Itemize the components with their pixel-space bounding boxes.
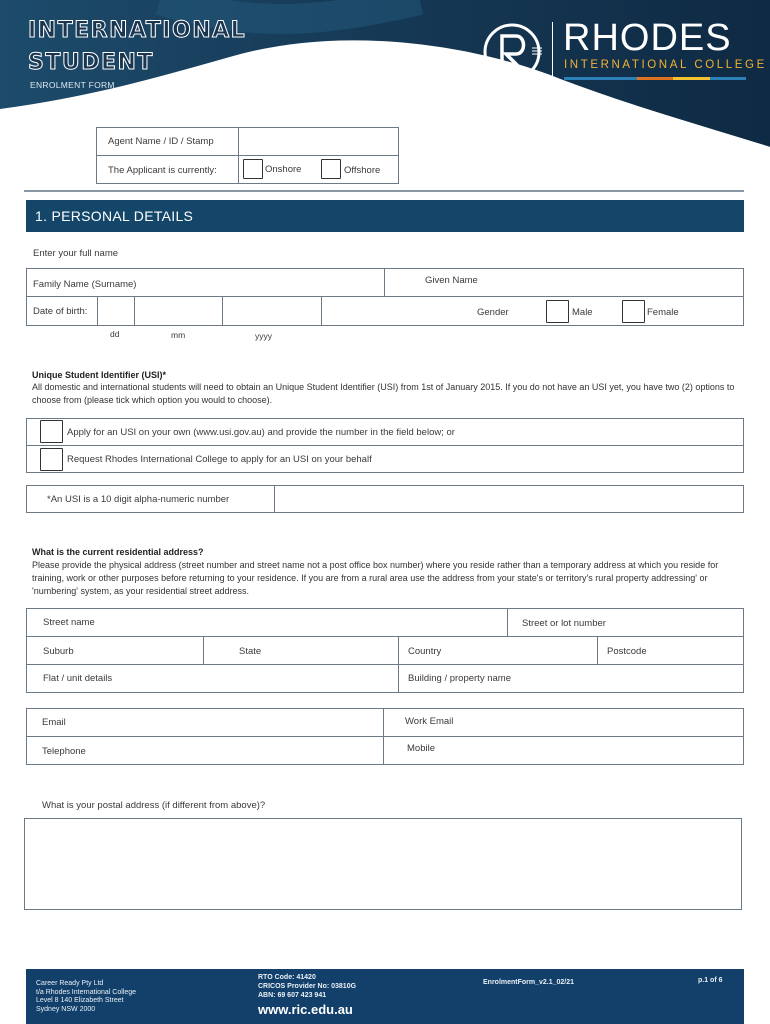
footer-abn: ABN: 69 607 423 941	[258, 992, 327, 999]
usi-number-field[interactable]	[274, 485, 744, 513]
enter-name-label: Enter your full name	[33, 248, 119, 259]
mobile-label: Mobile	[407, 743, 435, 754]
gender-cell	[321, 296, 744, 326]
usi-option2-label: Request Rhodes International College to apply for an USI on your behalf	[67, 454, 372, 465]
dob-day-field[interactable]	[97, 296, 135, 326]
dob-month-field[interactable]	[134, 296, 223, 326]
rhodes-logo-icon	[482, 20, 546, 84]
footer-company-line1: Career Ready Pty Ltd	[36, 980, 104, 987]
male-label: Male	[572, 307, 593, 318]
state-label: State	[239, 646, 262, 657]
female-checkbox[interactable]	[622, 300, 645, 323]
dob-mm-hint: mm	[171, 330, 186, 340]
section-heading: 1. PERSONAL DETAILS	[35, 208, 194, 224]
agent-name-field[interactable]	[238, 127, 399, 156]
onshore-checkbox[interactable]	[243, 159, 263, 179]
address-title: What is the current residential address?	[32, 547, 204, 557]
postal-address-field[interactable]	[24, 818, 742, 910]
usi-option1-label: Apply for an USI on your own (www.usi.gov.au) and provide the number in the field below; or	[67, 427, 455, 438]
street-name-label: Street name	[43, 617, 95, 628]
footer-company-line4: Sydney NSW 2000	[36, 1005, 96, 1013]
usi-option1-checkbox[interactable]	[40, 420, 63, 443]
street-name-field[interactable]	[26, 608, 508, 637]
form-subtitle: ENROLMENT FORM	[30, 80, 115, 90]
form-title-line2: STUDENT	[28, 50, 154, 75]
dob-dd-hint: dd	[110, 329, 120, 339]
brand-name: RHODES	[563, 17, 732, 59]
dob-yyyy-hint: yyyy	[255, 331, 272, 341]
telephone-label: Telephone	[42, 746, 86, 757]
email-label: Email	[42, 717, 66, 728]
gender-label: Gender	[477, 307, 509, 318]
mobile-field[interactable]	[383, 736, 744, 765]
brand-tagline: INTERNATIONAL COLLEGE	[564, 59, 767, 71]
address-description: Please provide the physical address (street number and street name not a post office box number) where you reside rather than a temporary address at which you reside for training, work or other purposes before returning to your residence. If you are from a rural area use the address from your state's or territory's rural property addressing' or 'numbering' system, as your residential street address.	[32, 560, 719, 596]
footer-rto: RTO Code: 41420	[258, 974, 316, 981]
footer-website-link[interactable]: www.ric.edu.au	[258, 1002, 353, 1017]
form-title-line1: INTERNATIONAL	[28, 18, 247, 43]
logo-divider	[552, 22, 553, 80]
dob-label: Date of birth:	[33, 306, 88, 317]
usi-option2-checkbox[interactable]	[40, 448, 63, 471]
given-name-label: Given Name	[425, 275, 478, 286]
usi-note: *An USI is a 10 digit alpha-numeric number	[47, 494, 230, 505]
usi-description: All domestic and international students will need to obtain an Unique Student Identifier (USI) from 1st of January 2015. If you do not have an USI yet, you have two (2) options to choose from (please tick which option you would to choose).	[32, 382, 735, 405]
dob-year-field[interactable]	[222, 296, 322, 326]
postcode-label: Postcode	[607, 646, 647, 657]
footer-document-id: EnrolmentForm_v2.1_02/21	[483, 979, 575, 986]
brand-color-bar	[564, 77, 746, 80]
male-checkbox[interactable]	[546, 300, 569, 323]
suburb-label: Suburb	[43, 646, 74, 657]
footer-page-number: p.1 of 6	[698, 977, 723, 984]
female-label: Female	[647, 307, 679, 318]
flat-unit-label: Flat / unit details	[43, 673, 113, 684]
offshore-label: Offshore	[344, 165, 381, 176]
applicant-status-label: The Applicant is currently:	[108, 165, 217, 176]
state-field[interactable]	[203, 636, 399, 665]
footer-company-line3: Level 8 140 Elizabeth Street	[36, 997, 124, 1004]
offshore-checkbox[interactable]	[321, 159, 341, 179]
street-number-label: Street or lot number	[522, 618, 606, 629]
footer-company-line2: t/a Rhodes International College	[36, 988, 137, 996]
onshore-label: Onshore	[265, 164, 302, 175]
work-email-label: Work Email	[405, 716, 454, 727]
building-name-label: Building / property name	[408, 673, 511, 684]
footer-cricos: CRICOS Provider No: 03810G	[258, 983, 357, 990]
email-field[interactable]	[26, 708, 384, 737]
country-label: Country	[408, 646, 442, 657]
usi-title: Unique Student Identifier (USI)*	[32, 370, 166, 380]
postal-address-question: What is your postal address (if different from above)?	[42, 800, 266, 811]
agent-name-label: Agent Name / ID / Stamp	[108, 136, 214, 147]
family-name-label: Family Name (Surname)	[33, 279, 137, 290]
